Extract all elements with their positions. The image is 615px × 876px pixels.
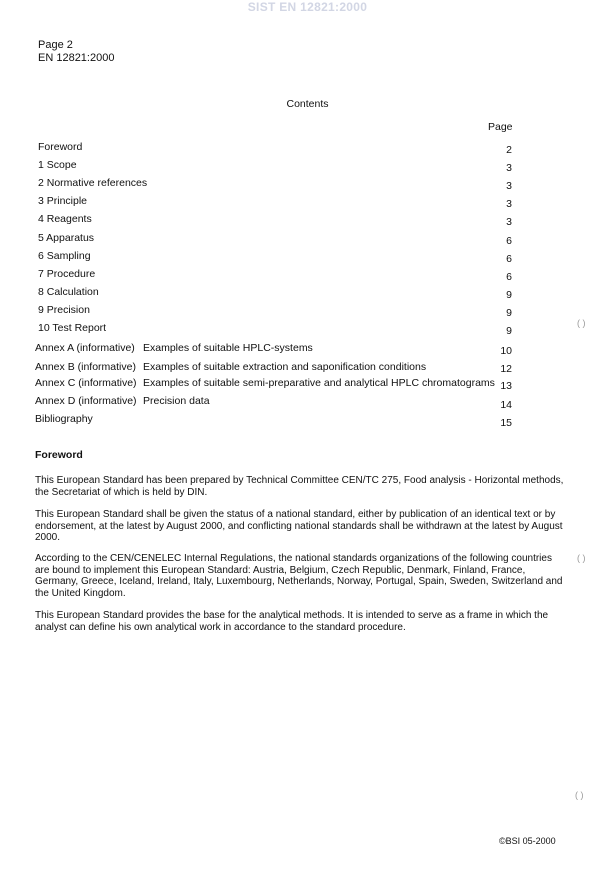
toc-page: 9: [506, 325, 512, 337]
toc-page: 13: [500, 380, 512, 392]
foreword-paragraph: This European Standard shall be given the status of a national standard, either by publication of an identical text or by endorsement, at the latest by August 2000, and conflicting national standards shall be withdrawn at the latest by August 2000.: [35, 509, 563, 543]
contents-title: Contents: [286, 98, 329, 110]
toc-label: 1 Scope: [38, 159, 77, 171]
toc-entry-procedure[interactable]: [0, 268, 615, 284]
foreword-heading: Foreword: [35, 449, 83, 461]
toc-page: 3: [506, 216, 512, 228]
toc-page: 12: [500, 363, 512, 375]
toc-title: Examples of suitable semi-preparative and analytical HPLC chromatograms: [143, 377, 495, 389]
document-id: EN 12821:2000: [38, 51, 115, 64]
toc-label: Annex D (informative): [35, 395, 137, 407]
toc-label: 6 Sampling: [38, 250, 91, 262]
toc-label: 9 Precision: [38, 304, 90, 316]
toc-label: 7 Procedure: [38, 268, 96, 280]
toc-page: 10: [500, 345, 512, 357]
scan-speck: ( ): [575, 790, 584, 800]
toc-label: 2 Normative references: [38, 177, 148, 189]
toc-title: Examples of suitable HPLC-systems: [143, 342, 313, 354]
toc-label: 8 Calculation: [38, 286, 99, 298]
foreword-paragraph: This European Standard has been prepared by Technical Committee CEN/TC 275, Food analysis - Horizontal methods, the Secretariat of which is held by DIN.: [35, 475, 564, 498]
toc-label: Foreword: [38, 141, 83, 153]
foreword-paragraph: According to the CEN/CENELEC Internal Regulations, the national standards organizations of the following countries are bound to implement this European Standard: Austria, Belgium, Czech Republic, Denmark, Finland, France, Germany, Greece, Iceland, Ireland, Italy, Luxembourg, Netherlands, Norway, Portugal, Spain, Sweden, Switzerland and the United Kingdom.: [35, 553, 563, 599]
toc-label: Bibliography: [35, 413, 93, 425]
toc-entry-annex-a[interactable]: [0, 342, 615, 358]
toc-page: 15: [500, 417, 512, 429]
page-number: Page 2: [38, 39, 73, 51]
toc-label: 3 Principle: [38, 195, 88, 207]
toc-entry-sampling[interactable]: [0, 250, 615, 266]
toc-entry-principle[interactable]: [0, 195, 615, 211]
toc-label: 5 Apparatus: [38, 232, 95, 244]
copyright-footer: ©BSI 05-2000: [499, 836, 556, 846]
toc-entry-test-report[interactable]: [0, 322, 615, 338]
toc-entry-calculation[interactable]: [0, 286, 615, 302]
toc-entry-apparatus[interactable]: [0, 232, 615, 248]
toc-page: 6: [506, 271, 512, 283]
toc-title: Examples of suitable extraction and saponification conditions: [143, 361, 427, 373]
watermark: SIST EN 12821:2000: [247, 0, 368, 14]
toc-page: 2: [506, 144, 512, 156]
foreword-paragraph: This European Standard provides the base for the analytical methods. It is intended to serve as a frame in which the analyst can define his own analytical work in accordance to the standard procedure.: [35, 610, 549, 633]
toc-entry-annex-d[interactable]: [0, 395, 615, 411]
toc-page: 9: [506, 289, 512, 301]
toc-page: 3: [506, 180, 512, 192]
toc-label: 4 Reagents: [38, 213, 92, 225]
toc-label: Annex B (informative): [35, 361, 136, 373]
scan-speck: ( ): [577, 553, 586, 563]
toc-entry-reagents[interactable]: [0, 213, 615, 229]
toc-title: Precision data: [143, 395, 210, 407]
toc-label: Annex C (informative): [35, 377, 137, 389]
page-column-header: Page: [488, 121, 513, 133]
toc-label: Annex A (informative): [35, 342, 135, 354]
toc-page: 3: [506, 198, 512, 210]
toc-entry-annex-c[interactable]: [0, 377, 615, 393]
toc-entry-annex-b[interactable]: [0, 361, 615, 377]
toc-entry-normative-references[interactable]: [0, 177, 615, 193]
toc-entry-bibliography[interactable]: [0, 413, 615, 429]
toc-page: 6: [506, 253, 512, 265]
toc-page: 6: [506, 235, 512, 247]
toc-page: 9: [506, 307, 512, 319]
toc-page: 14: [500, 399, 512, 411]
toc-entry-scope[interactable]: [0, 159, 615, 175]
page-header: [38, 39, 114, 64]
toc-entry-foreword[interactable]: [0, 141, 615, 157]
toc-page: 3: [506, 162, 512, 174]
toc-label: 10 Test Report: [38, 322, 107, 334]
scan-speck: ( ): [577, 318, 586, 328]
toc-entry-precision[interactable]: [0, 304, 615, 320]
